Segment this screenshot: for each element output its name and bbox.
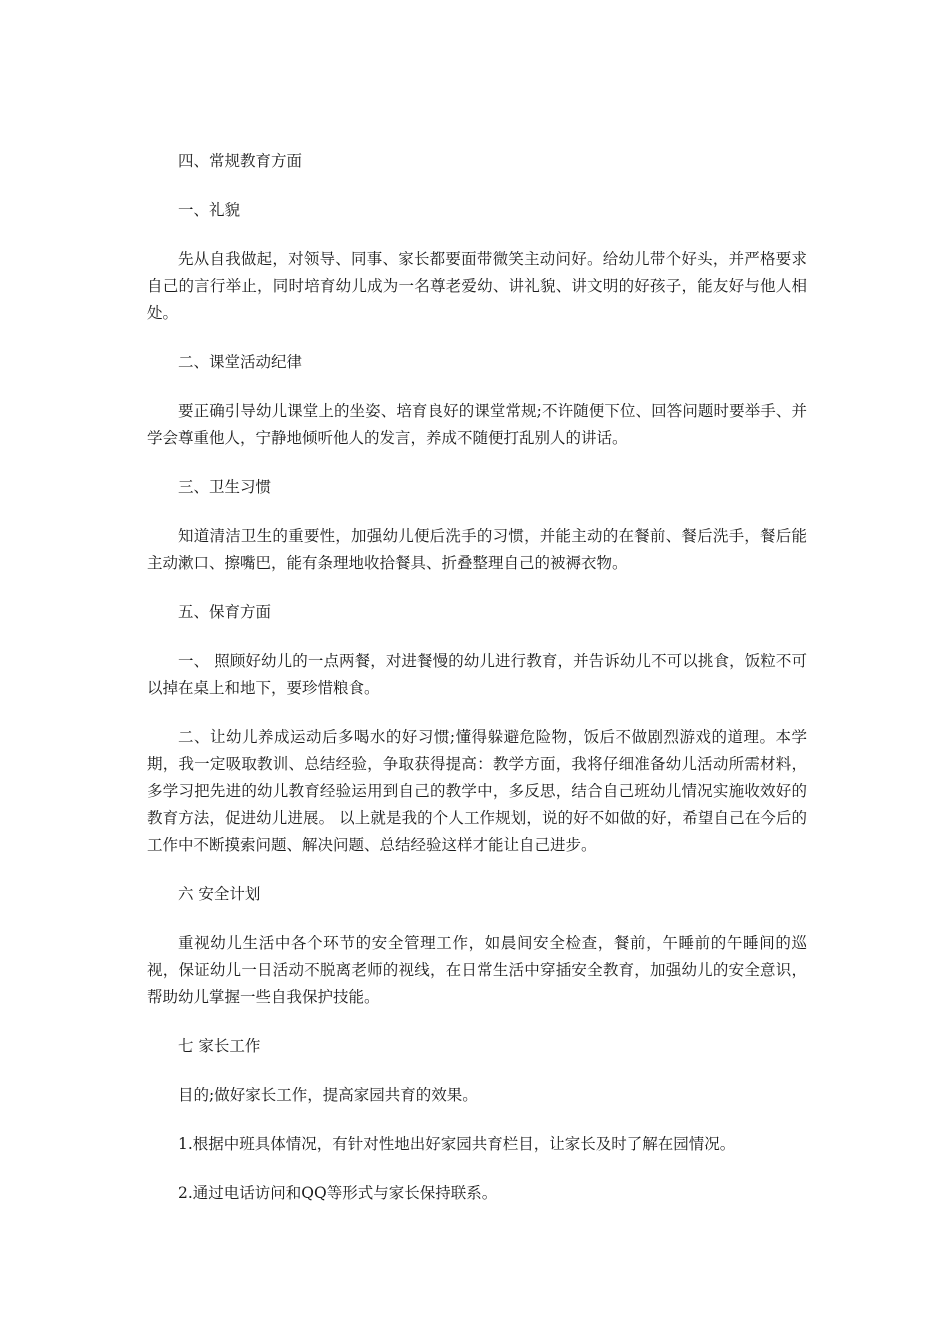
subheading-hygiene: 三、卫生习惯 [178,478,272,496]
paragraph-parents-item-2: 2.通过电话访问和QQ等形式与家长保持联系。 [178,1184,498,1202]
paragraph-childcare-meals: 一、 照顾好幼儿的一点两餐，对进餐慢的幼儿进行教育，并告诉幼儿不可以挑食，饭粒不可以掉在桌上和地下，要珍惜粮食。 [147,652,807,697]
paragraph-manners: 先从自我做起，对领导、同事、家长都要面带微笑主动问好。给幼儿带个好头，并严格要求自己的言行举止，同时培育幼儿成为一名尊老爱幼、讲礼貌、讲文明的好孩子，能友好与他人相处。 [147,250,807,322]
paragraph-parents-goal: 目的;做好家长工作，提高家园共育的效果。 [178,1086,478,1104]
section-heading-childcare: 五、保育方面 [178,603,272,621]
paragraph-childcare-habits: 二、让幼儿养成运动后多喝水的好习惯;懂得躲避危险物，饭后不做剧烈游戏的道理。本学期，我一定吸取教训、总结经验，争取获得提高：教学方面，我将仔细准备幼儿活动所需材料，多学习把先进的幼儿教育经验运用到自己的教学中，多反思，结合自己班幼儿情况实施收效好的教育方法，促进幼儿进展。 以上就是我的个人工作规划，说的好不如做的好，希望自己在今后的工作中不断摸索问题、解决问题、总结经验这样才能让自己进步。 [147,728,807,854]
section-heading-parents: 七 家长工作 [178,1037,261,1055]
paragraph-safety: 重视幼儿生活中各个环节的安全管理工作，如晨间安全检查，餐前，午睡前的午睡间的巡视，保证幼儿一日活动不脱离老师的视线，在日常生活中穿插安全教育，加强幼儿的安全意识，帮助幼儿掌握一些自我保护技能。 [147,934,807,1006]
paragraph-classroom-discipline: 要正确引导幼儿课堂上的坐姿、培育良好的课堂常规;不许随便下位、回答问题时要举手、并学会尊重他人，宁静地倾听他人的发言，养成不随便打乱别人的讲话。 [147,402,807,447]
section-heading-safety: 六 安全计划 [178,885,261,903]
subheading-classroom-discipline: 二、课堂活动纪律 [178,353,303,371]
paragraph-hygiene: 知道清洁卫生的重要性，加强幼儿便后洗手的习惯，并能主动的在餐前、餐后洗手，餐后能主动漱口、擦嘴巴，能有条理地收拾餐具、折叠整理自己的被褥衣物。 [147,527,807,572]
subheading-manners: 一、礼貌 [178,201,241,219]
paragraph-parents-item-1: 1.根据中班具体情况，有针对性地出好家园共育栏目，让家长及时了解在园情况。 [178,1135,736,1153]
document-body [147,148,807,1229]
section-heading-routine-education: 四、常规教育方面 [178,152,303,170]
